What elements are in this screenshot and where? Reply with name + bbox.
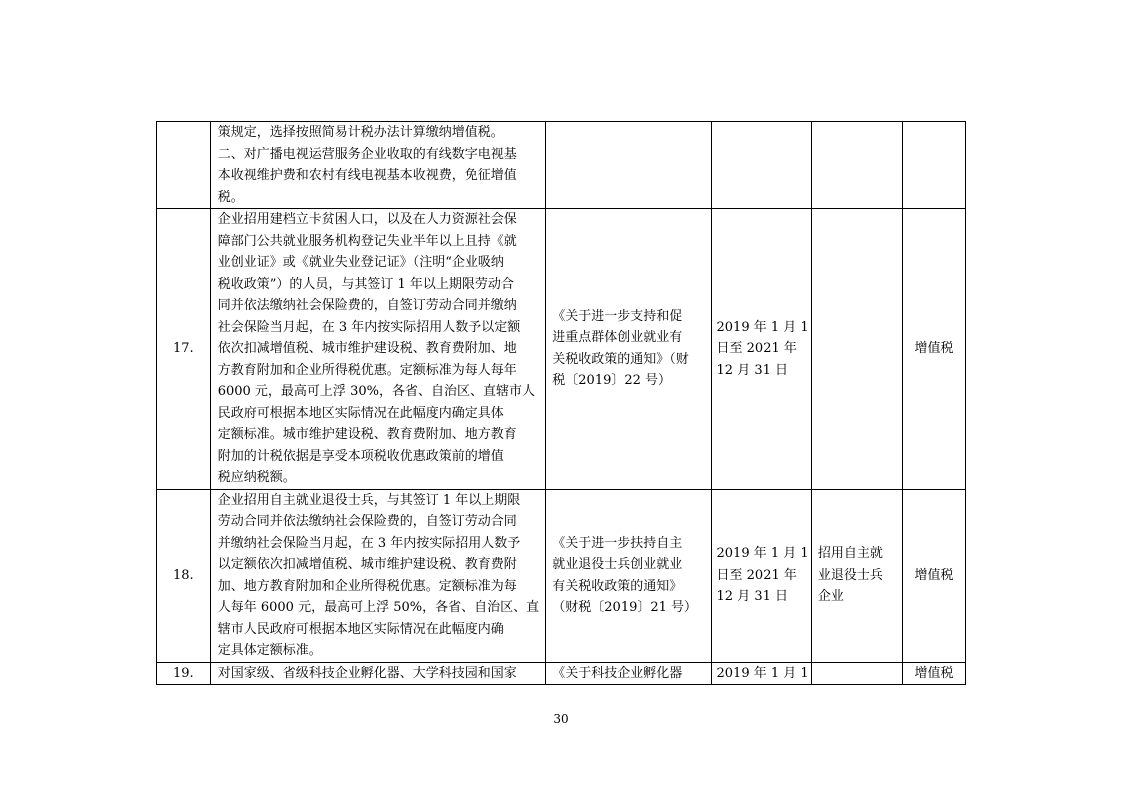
document-line: 税〔2019〕22 号）: [552, 373, 672, 389]
document-line: 《关于科技企业孵化器: [552, 665, 683, 681]
period-line: 2019 年 1 月 1: [716, 665, 809, 681]
content-line: 税收政策”）的人员，与其签订 1 年以上期限劳动合: [217, 276, 514, 292]
policy-content: [210, 209, 546, 490]
policy-content: [210, 662, 546, 685]
policy-content: [210, 122, 546, 209]
period-line: 日至 2021 年: [716, 567, 797, 583]
content-line: 税。: [217, 189, 244, 205]
period-line: 12 月 31 日: [716, 589, 788, 605]
content-line: 本收视维护费和农村有线电视基本收视费，免征增值: [217, 168, 517, 183]
scope-line: 招用自主就: [817, 546, 883, 562]
document-line: （财税〔2019〕21 号）: [552, 600, 698, 615]
document-line: 关税收政策的通知》（财: [552, 351, 689, 367]
period-line: 日至 2021 年: [716, 341, 797, 356]
policy-period: [711, 209, 811, 490]
document-line: 《关于进一步支持和促: [552, 308, 683, 324]
table-row: [157, 209, 966, 490]
tax-type: 增值税: [903, 209, 966, 490]
policy-content: [210, 489, 546, 662]
content-line: 以定额依次扣减增值税、城市维护建设税、教育费附: [217, 557, 517, 572]
content-line: 人每年 6000 元，最高可上浮 50%，各省、自治区、直: [217, 600, 540, 615]
content-line: 方教育附加和企业所得税优惠。定额标准为每人每年: [217, 362, 517, 378]
policy-document: [546, 489, 711, 662]
policy-scope: [811, 489, 902, 662]
table-row: [157, 122, 966, 209]
policy-document: [546, 122, 711, 209]
table-row: [157, 489, 966, 662]
page-number: 30: [553, 712, 569, 726]
content-line: 障部门公共就业服务机构登记失业半年以上且持《就: [217, 233, 517, 249]
row-number: 19.: [157, 662, 211, 685]
content-line: 劳动合同并依法缴纳社会保险费的，自签订劳动合同: [217, 514, 517, 529]
document-line: 有关税收政策的通知》: [552, 578, 683, 594]
content-line: 对国家级、省级科技企业孵化器、大学科技园和国家: [217, 665, 517, 681]
period-line: 2019 年 1 月 1: [716, 546, 809, 562]
content-line: 加、地方教育附加和企业所得税优惠。定额标准为每: [217, 578, 517, 594]
document-line: 就业退役士兵创业就业: [552, 557, 683, 572]
policy-period: [711, 662, 811, 685]
content-line: 二、对广播电视运营服务企业收取的有线数字电视基: [217, 146, 517, 162]
content-line: 策规定，选择按照简易计税办法计算缴纳增值税。: [217, 125, 504, 140]
row-number: 18.: [157, 489, 211, 662]
policy-scope: [811, 209, 902, 490]
table-row: [157, 662, 966, 685]
content-line: 并缴纳社会保险当月起，在 3 年内按实际招用人数予: [217, 535, 521, 551]
policy-period: [711, 122, 811, 209]
content-line: 民政府可根据本地区实际情况在此幅度内确定具体: [217, 405, 504, 421]
content-line: 辖市人民政府可根据本地区实际情况在此幅度内确: [217, 621, 504, 637]
period-line: 12 月 31 日: [716, 362, 788, 378]
content-line: 附加的计税依据是享受本项税收优惠政策前的增值: [217, 448, 504, 464]
period-line: 2019 年 1 月 1: [716, 319, 809, 335]
content-line: 定具体定额标准。: [217, 643, 322, 658]
policy-document: [546, 662, 711, 685]
policy-scope: [811, 122, 902, 209]
scope-line: 业退役士兵: [817, 567, 883, 583]
content-line: 企业招用建档立卡贫困人口，以及在人力资源社会保: [217, 212, 517, 227]
policy-scope: [811, 662, 902, 685]
tax-type: [903, 122, 966, 209]
row-number: [157, 122, 211, 209]
row-number: 17.: [157, 209, 211, 490]
content-line: 定额标准。城市维护建设税、教育费附加、地方教育: [217, 427, 517, 442]
content-line: 税应纳税额。: [217, 470, 296, 485]
content-line: 同并依法缴纳社会保险费的，自签订劳动合同并缴纳: [217, 298, 517, 313]
policy-period: [711, 489, 811, 662]
content-line: 社会保险当月起，在 3 年内按实际招用人数予以定额: [217, 319, 521, 335]
tax-type: 增值税: [903, 489, 966, 662]
document-line: 《关于进一步扶持自主: [552, 535, 683, 551]
content-line: 企业招用自主就业退役士兵，与其签订 1 年以上期限: [217, 492, 521, 508]
policy-document: [546, 209, 711, 490]
document-line: 进重点群体创业就业有: [552, 330, 683, 346]
policy-table: [156, 121, 966, 685]
content-line: 业创业证》或《就业失业登记证》（注明“企业吸纳: [217, 255, 504, 270]
tax-type: 增值税: [903, 662, 966, 685]
content-line: 依次扣减增值税、城市维护建设税、教育费附加、地: [217, 341, 517, 356]
scope-line: 企业: [817, 589, 844, 605]
content-line: 6000 元，最高可上浮 30%，各省、自治区、直辖市人: [217, 384, 535, 399]
